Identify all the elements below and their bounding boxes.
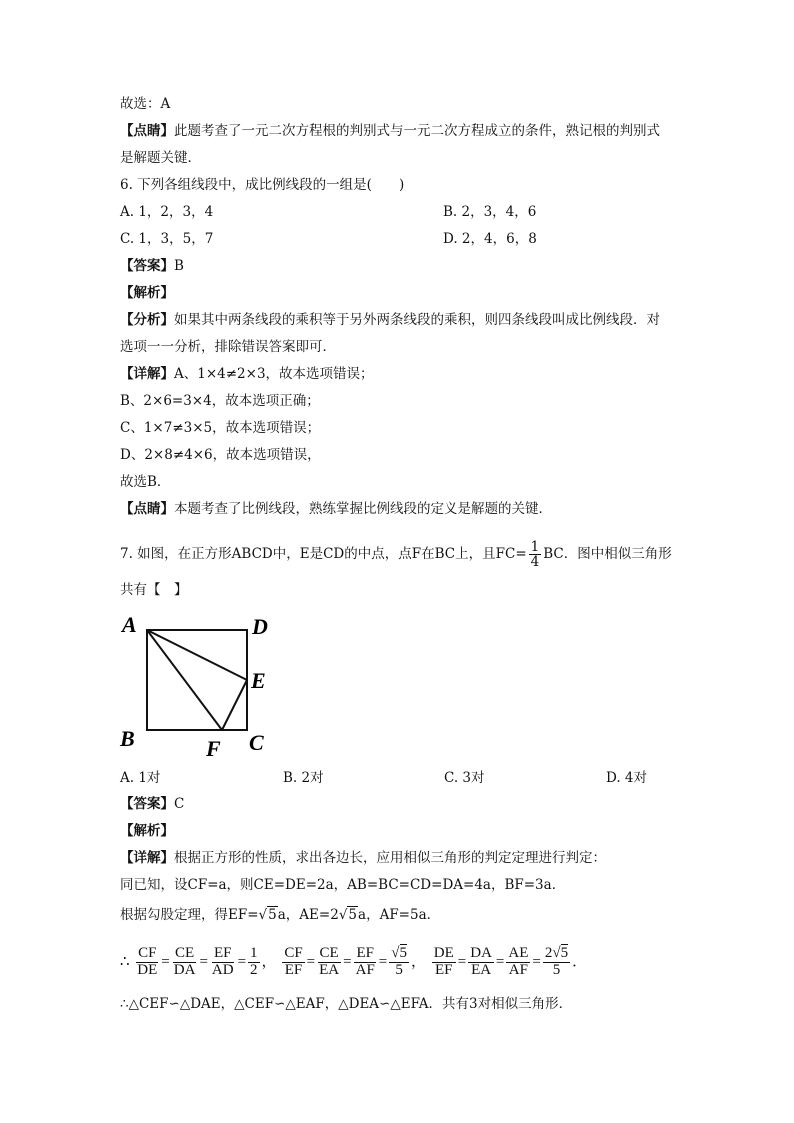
frac-num: 1	[530, 538, 540, 555]
q6-conclusion: 故选B．	[120, 474, 171, 490]
detail-tag: 【详解】	[120, 366, 174, 382]
radicand: 5	[268, 907, 277, 923]
q6-option-d: D. 2，4，6，8	[443, 231, 537, 247]
fraction: $\frac{CE}{DA}$	[173, 945, 196, 979]
fenxi-text: 如果其中两条线段的乘积等于另外两条线段的乘积，则四条线段叫成比例线段．对	[174, 312, 660, 328]
therefore-sign: ∴	[120, 954, 130, 970]
detail-text: 根据正方形的性质，求出各边长，应用相似三角形的判定定理进行判定：	[174, 850, 606, 866]
q6-fenxi-cont: 选项一一分析，排除错误答案即可．	[120, 339, 336, 355]
q6-option-a: A. 1，2，3，4	[120, 204, 214, 220]
q7-stem-line2: 共有【 】	[120, 582, 188, 598]
answer-value: B	[174, 258, 184, 274]
label-d: D	[252, 614, 268, 639]
q7-analysis-tag: 【解析】	[120, 823, 174, 839]
q5-comment	[120, 121, 660, 141]
q7-final: ∴△CEF∽△DAE，△CEF∽△EAF，△DEA∽△EFA．共有3对相似三角形．	[120, 996, 573, 1012]
comment-text: 本题考查了比例线段，熟练掌握比例线段的定义是解题的关键．	[174, 501, 552, 517]
q6-detail-a	[120, 364, 374, 384]
q6-detail-b: B、2×6=3×4，故本选项正确；	[120, 393, 320, 409]
fenxi-tag: 【分析】	[120, 312, 174, 328]
q5-comment-cont: 是解题关键．	[120, 150, 201, 166]
stem-post: BC．图中相似三角形	[543, 546, 672, 562]
square-abcd	[147, 630, 247, 730]
fraction: $\frac{EF}{AF}$	[355, 945, 375, 979]
fraction: $\frac{CE}{EA}$	[319, 945, 340, 979]
label-e: E	[251, 668, 266, 693]
label-f: F	[206, 736, 221, 761]
sqrt-5: √5	[258, 907, 277, 923]
label-c: C	[249, 730, 264, 755]
fraction-one-quarter	[529, 540, 542, 569]
fraction: $\frac{CF}{EF}$	[284, 945, 303, 979]
q7-answer	[120, 794, 184, 814]
q7-option-d: D. 4对	[606, 770, 648, 786]
q7-pythagoras	[120, 902, 440, 928]
sqrt-5: √5	[338, 907, 358, 923]
segment-af	[147, 630, 222, 730]
q7-detail-2: 同已知，设CF=a，则CE=DE=2a，AB=BC=CD=DA=4a，BF=3a．	[120, 877, 566, 893]
q7-option-a: A. 1对	[120, 770, 161, 786]
comment-tag: 【点睛】	[120, 123, 174, 139]
q7-option-c: C. 3对	[444, 770, 485, 786]
fraction: $\frac{CF}{DE}$	[137, 945, 158, 979]
pyth-tail: a，AF=5a．	[358, 907, 441, 923]
radicand: 5	[348, 907, 358, 923]
fraction: $\frac{AE}{AF}$	[508, 945, 529, 979]
answer-value: C	[174, 796, 185, 812]
answer-tag: 【答案】	[120, 796, 174, 812]
q6-fenxi	[120, 310, 660, 330]
fraction: $\frac{DA}{EA}$	[470, 945, 492, 979]
fraction: $\frac{2√5}{5}$	[544, 945, 569, 979]
q6-detail-c: C、1×7≠3×5，故本选项错误；	[120, 420, 321, 436]
fraction: $\frac{DE}{EF}$	[433, 945, 454, 979]
detail-line: A、1×4≠2×3，故本选项错误；	[174, 366, 374, 382]
detail-tag: 【详解】	[120, 850, 174, 866]
q6-analysis-tag: 【解析】	[120, 285, 174, 301]
comment-tag: 【点睛】	[120, 501, 174, 517]
square-figure	[118, 612, 278, 762]
q6-answer	[120, 256, 184, 276]
q7-ratio-line: ∴ $\frac{CF}{DE}$ = $\frac{CE}{DA}$ = $\frac{EF}{AD}$ = $\frac{1}{2}$ ， $\frac{CF}{EF}$ = $\frac{CE}{EA}$ = $\frac{EF}{AF}$ = $\frac{√5}{5}$ ， $\frac{DE}{EF}$ = $\frac{DA}{EA}$ = $\frac{AE}{AF}$ = $\frac{2√5}{5}$ ．	[120, 945, 588, 979]
fraction: $\frac{1}{2}$	[250, 945, 258, 979]
q7-stem	[120, 536, 672, 572]
segment-ae	[147, 630, 247, 680]
stem-pre: 7. 如图，在正方形ABCD中，E是CD的中点，点F在BC上，且FC=	[120, 546, 527, 562]
label-a: A	[122, 612, 137, 637]
fraction: $\frac{EF}{AD}$	[211, 945, 234, 979]
q7-detail-1	[120, 848, 606, 868]
q6-stem: 6. 下列各组线段中，成比例线段的一组是( )	[120, 177, 405, 193]
frac-den: 4	[530, 554, 540, 570]
q6-option-b: B. 2，3，4，6	[443, 204, 537, 220]
answer-tag: 【答案】	[120, 258, 174, 274]
pyth-pre: 根据勾股定理，得EF=	[120, 907, 259, 923]
fraction: $\frac{√5}{5}$	[391, 945, 407, 979]
q6-comment	[120, 499, 552, 519]
q7-option-b: B. 2对	[283, 770, 324, 786]
q6-option-c: C. 1，3，5，7	[120, 231, 214, 247]
q6-detail-d: D、2×8≠4×6，故本选项错误，	[120, 447, 321, 463]
pyth-mid: a，AE=2	[277, 907, 339, 923]
segment-fe	[222, 680, 247, 730]
label-b: B	[120, 726, 135, 751]
comment-text: 此题考查了一元二次方程根的判别式与一元二次方程成立的条件，熟记根的判别式	[174, 123, 660, 139]
q5-answer-line: 故选：A	[120, 96, 171, 112]
